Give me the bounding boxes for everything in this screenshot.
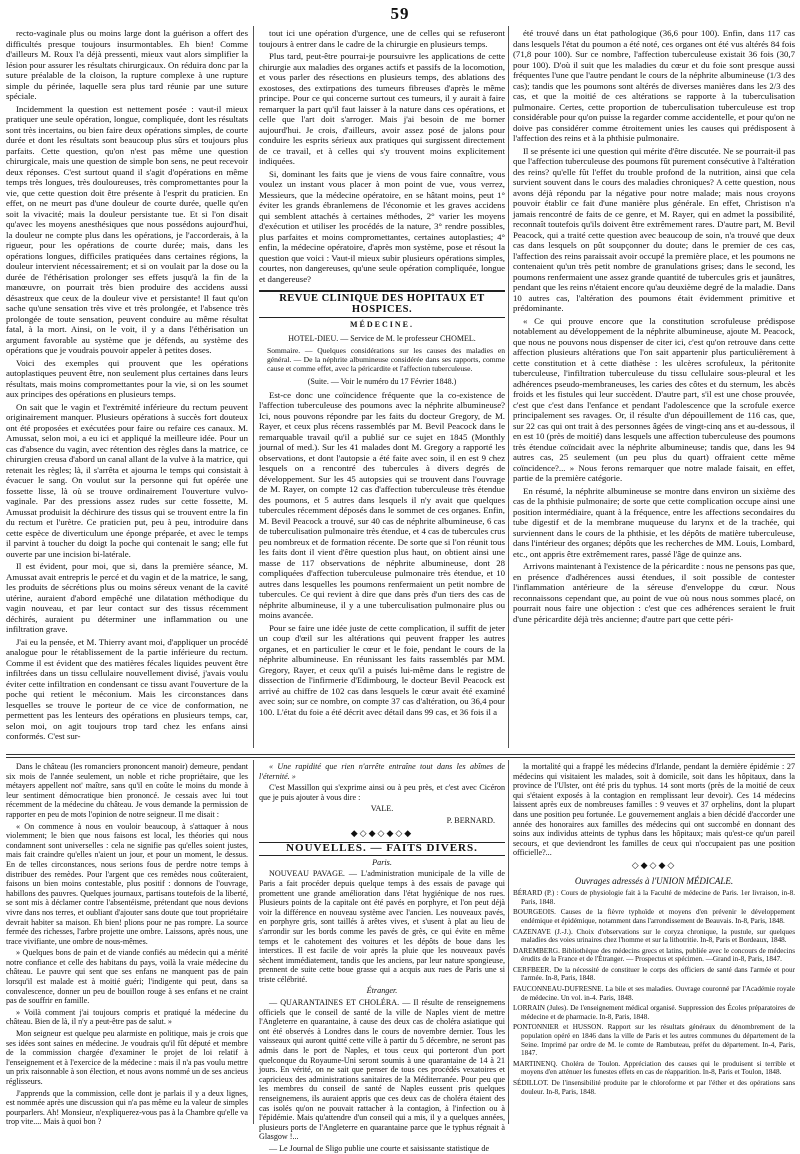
ouvrages-title: Ouvrages adressés à l'UNION MÉDICALE. <box>574 875 734 886</box>
column-3 <box>513 28 795 748</box>
faits-divers-title: NOUVELLES. — FAITS DIVERS. <box>259 842 505 856</box>
paragraph: tout ici une opération d'urgence, une de celles qui se refuseront toujours à entrer dans le cadre de la chirurgie en plusieurs temps. <box>259 28 505 49</box>
column-divider <box>508 26 509 748</box>
paragraph: Incidemment la question est nettement posée : vaut-il mieux pratiquer une seule opération, longue, compliquée, dont les résultats sont très incertains, ou bien faire deux opérations simples, de courte durée et dont les résultats sont beaucoup plus sûrs et toujours plus parfaits. Cette question, qu'on n'est pas même une question chirurgicale, mais une question de simple bon sens, ne peut recevoir deux réponses. C'est surtout quand il s'agit d'opérations en même temps très longues, très douloureuses, très compromettantes pour la vie, que cette question doit être présente à l'esprit du praticien. En effet, on ne meurt pas d'une douleur de courte durée, quelle qu'en soit la vivacité; mais la douleur persistante tue. Et si l'on disait qu'avec les moyens anesthésiques que nous possédons aujourd'hui, la douleur ne compte plus dans les opérations, je l'accorderais, à la rigueur, pour les opérations de courte durée; mais, dans les opérations longues, difficiles pratiquées dans certaines régions, la douleur intervient nécessairement; et si on voulait par la dose ou la durée de l'éthérisation prolonger ses effets jusqu'à la fin de la manœuvre, on pourrait très bien produire des accidens aussi désastreux que ceux de la douleur vive et persistante! Il faut qu'on sache qu'une sensation très vive et très prolongée, et l'absence très prolongée de toute sensation, peuvent conduire au même résultat fatal, à la mort. Ainsi, on le voit, il y a dans l'éthérisation un argument favorable au système que je défends, au système des opérations que je voudrais pouvoir appeler à petites doses. <box>6 103 248 355</box>
paragraph: » Voilà comment j'ai toujours compris et pratiqué la médecine du château. Bien de là, il n'y a peut-être pas de salut. » <box>6 1007 248 1027</box>
paragraph: J'ai eu la pensée, et M. Thierry avant moi, d'appliquer un procédé analogue pour le rétablissement de la partie inférieure du rectum. Comme il est évident que des matières fécales liquides peuvent être infiltrées dans un tissu cellulaire nouvellement divisé, j'avais voulu éviter cette infiltration en condensant ce tissu avant l'ouverture de la poche qui retient le méconium. Mais les circonstances dans lesquelles se trouve le porteur de ce vice de conformation, ne permettent pas les lenteurs des opérations en plusieurs temps, car, selon moi, on agit toujours trop tard chez les enfans ainsi conformés. C'est sur- <box>6 636 248 741</box>
paragraph: Mon seigneur est quelque peu alarmiste en politique, mais je crois que ses idées sont saines en médecine. Je voudrais qu'il fût député et membre de la commission chargée d'examiner le projet de loi relatif à l'enseignement et à l'exercice de la médecine : mais il n'a pas voulu mettre un prix raisonnable à son élection, et nous avons nommé un de ses ancieus réglisseurs. <box>6 1029 248 1086</box>
paragraph: » Quelques bons de pain et de viande confiés au médecin qui a mérité notre confiance et celle des habitans du pays, voilà la vraie médecine du château. Le pauvre qui sent que ses enfans ne manquent pas de pain lorsqu'il est malade est à moitié guéri; l'indigente qui peut, dans sa convalescence, donner un peu de bouillon rouge à ses enfans et ne craint pas de souffrir en famille. <box>6 948 248 1006</box>
paragraph: Si, dominant les faits que je viens de vous faire connaître, vous voulez un instant vous placer à mon point de vue, vous verrez, Messieurs, que la médecine opératoire, en se hâtant moins, peut 1° éviter les grands ébranlemens de l'économie et les graves accidens qui semblent attachés à certaines méthodes, 2° varier les moyens d'exécution et utiliser les procédés de la nature, 3° rendre possibles, plus parfaites et moins compromettantes, certaines autoplasties; 4° enfin, la médecine opératoire, d'après mon système, pose et résout la question que voici : Vaut-il mieux subir plusieurs opérations simples, courtes, non dangereuses, qu'une seule opération compliquée, longue et dangereuse? <box>259 168 505 284</box>
paragraph: Il est évident, pour moi, que si, dans la première séance, M. Amussat avait entrepris le percé et du vagin et de la matrice, le sang, les produits de sécrétions plus ou moins séreux venant de la cavité utérine, auraient d'abord empêché une dilatation méthodique du vagin nouveau, et par leur contact sur des tissus récemment déchirés, auraient pu déterminer une inflammation ou une infiltration grave. <box>6 561 248 634</box>
biblio-entry: SÉDILLOT. De l'insensibilité produite par le chloroforme et par l'éther et des opérations sans douleur. In-8, Paris, 1848. <box>513 1079 795 1096</box>
column-divider <box>508 760 509 1124</box>
column-divider <box>253 26 254 748</box>
feuilleton-rule <box>6 754 795 755</box>
biblio-entry: PONTONNIER et HUSSON. Rapport sur les résultats généraux du dénombrement de la population opéré en 1846 dans la ville de Paris et les autres communes du département de la Seine. Imprimé par ordre de M. le comte de Rambuteau, préfet du département. In-4, Paris, 1847. <box>513 1023 795 1058</box>
paragraph: été trouvé dans un état pathologique (36,6 pour 100). Enfin, dans 117 cas dans lesquels l'état du poumon a été noté, ces organes ont été vus altérés 84 fois (71,8 pour 100). Sur ce nombre, l'affection tuberculeuse existait 36 fois (30,7 pour 100). D'où il suit que les maladies du cœur et du foie sont presque aussi fréquentes l'une que l'autre pendant le cours de la néphrite albumineuse (1/3 des cas); tandis que les poumons sont altérés de diverses manières dans les 2/3 des cas, et que la moitié de ces altérations se rapporte à la tuberculisation pulmonaire. Certes, cette proportion de tuberculisation tuberculeuse est trop considérable pour qu'on puisse la regarder comme accidentelle, et pour qu'on ne doive pas considérer comme étroitement unies les causes qui prédisposent à l'affection des reins et à la phthisie pulmonaire. <box>513 28 795 143</box>
ornament-divider: ◇◆◇◆◇ <box>631 859 677 870</box>
paragraph: — QUARANTAINES ET CHOLÉRA. — Il résulte de renseignemens officiels que le conseil de santé de la ville de Naples vient de mettre l'Angleterre en quarantaine, à cause des deux cas de choléra asiatique qui ont été observés à Londres dans le cours de novembre dernier. Tous les vaisseaux qui auront quitté cette ville à partir du 5 décembre, ne seront pas admis dans le port de Naples, et tous ceux qui porteront d'un port quelconque du Royaume-Uni seront soumis à une quarantaine de 14 à 21 jours. En vérité, on ne sait que penser de tous ces procédés vexatoires et capricieux des administrations sanitaires de la Méditerranée. Pour peu que les membres du conseil de santé de Naples eussent pris quelques renseignemens, ils auraient appris que ces deux cas de choléra étaient des cas isolés qu'on ne pouvait rattacher à la contagion, à l'infection ou à l'épidémie. Mais qu'attendre d'un conseil qui a mis, il y a quelques années, plusieurs ports de l'Angleterre en quarantaine parce que le typhus régnait à Glasgow !... <box>259 998 505 1142</box>
biblio-entry: DAREMBERG. Bibliothèque des médecins grecs et latins, publiée avec le concours de médecins érudits de la France et de l'Étranger. — Prospectus et spécimen. —Grand in-8, Paris, 1847. <box>513 946 795 964</box>
quote: « Une rapidité que rien n'arrête entraîne tout dans les abîmes de l'éternité. » <box>259 762 505 781</box>
feuilleton-column-3 <box>513 762 795 1124</box>
biblio-entry: FAUCONNEAU-DUFRESNE. La bile et ses maladies. Ouvrage couronné par l'Académie royale de médecine. Un vol. in-4. Paris, 1848. <box>513 985 795 1002</box>
paragraph: Pour se faire une idée juste de cette complication, il suffit de jeter un coup d'œil sur les altérations qui peuvent frapper les autres organes, et en particulier le cœur et le foie, pendant le cours de la néphrite albumineuse. En réunissant les faits rassemblés par MM. Gregory, Rayer, et ceux qu'il a puisés lui-même dans le registre de dissection de l'infirmerie d'Edimbourg, le docteur Bevil Peacock est arrivé au chiffre de 102 cas dans lesquels le cœur avait été examiné avec soin; sur ce nombre, on compte 37 cas d'altération, ou 36,4 pour 100. L'état du foie a été décrit avec détail dans 99 cas, et 36 fois il a <box>259 622 505 717</box>
column-2 <box>259 28 505 748</box>
paragraph: On sait que le vagin et l'extrémité inférieure du rectum peuvent originairement manquer. Plusieurs opérations à succès fort douteux ont été proposées et exécutées pour faire ou refaire ces canaux. M. Amussat, selon moi, a eu ici et appliqué la meilleure idée. Pour un cas d'absence du vagin, avec rétention des règles dans la matrice, ce chirurgien creusa d'abord un canal allant de la vulve à la matrice, qui retenait les règles; là, il s'arrêta et ajourna le temps qui consistait à évacuer le sang. On voulut sur la personne qui fut opérée une fossette lisse, là où se trouve ordinairement l'ouverture vulvo-vaginale. Par des pressions assez rudes sur cette fossette, M. Amussat produisit la déchirure des tissus qui se trouvent entre la fin du rectum et l'urètre. Ce praticien put, peu à peu, introduire dans cette espèce de diverticulum une éponge préparée, et avec le temps il parvint à toucher du doigt la poche qui contenait le sang; elle fut ouverte par une incision bi-latérale. <box>6 401 249 559</box>
column-1 <box>6 28 248 748</box>
paragraph: En résumé, la néphrite albumineuse se montre dans environ un sixième des cas de la phthisie pulmonaire; de sorte que cette complication occupe ainsi une position intermédiaire, quant à la fréquence, entre les affections secondaires du tube digestif et de la membrane muqueuse du larynx et de la trachée, qui surviennent dans le cours de la phthisie, et les dépôts de matière tuberculeuse, dans l'intérieur des organes; dépôts que les recherches de MM. Louis, Lombard, etc., ont appris être extrêmement rares, passé l'âge de quinze ans. <box>513 485 795 559</box>
page-number: 59 <box>390 4 410 23</box>
biblio-entry: LORRAIN (Jules). De l'enseignement médical organisé. Suppression des Écoles préparatoires de médecine et de pharmacie. In-8, Paris, 1848. <box>513 1004 795 1021</box>
paragraph: Arrivons maintenant à l'existence de la péricardite : nous ne pensons pas que, en présence d'adhérences aussi étendues, il soit possible de contester l'inflammation antérieure de la séreuse d'enveloppe du cœur. Nous reconnaissons cependant que, au point de vue où nous nous sommes placé, on pourrait nous faire une objection : c'est que ces adhérences seraient le fruit d'une péricardite déjà très ancienne; d'autre part que cette péri- <box>513 561 796 624</box>
feuilleton-rule <box>6 757 795 758</box>
ornament-divider: ◆◇◆◇◆◇◆ <box>350 827 414 838</box>
paragraph: Plus tard, peut-être pourrai-je poursuivre les applications de cette chirurgie aux maladies des organes actifs et passifs de la locomotion, et vous parler des résections en plusieurs temps, des ablations des exostoses, des extirpations des tumeurs fibreuses d'après le même principe. Pour ce qui concerne surtout ces tumeurs, il y aurait à faire remarquer la part qu'il faut laisser à la nature dans ces opérations, et celle que l'art doit s'arroger. Mais j'ai besoin de me borner aujourd'hui. Je crois, d'ailleurs, avoir assez posé de jalons pour conduire les esprits sérieux aux pratiques qui surgissent directement de ce travail, et à celles qui s'y trouvent moins explicitement indiquées. <box>259 51 505 166</box>
clinic-section-subtitle: MÉDECINE. <box>349 320 414 329</box>
paragraph: NOUVEAU PAVAGE. — L'administration municipale de la ville de Paris a fait procéder depuis quelque temps à des essais de pavage qui promettent une grande amélioration dans l'état hygiénique de nos rues. Plusieurs points de la capitale ont été pavés en porphyre, et l'on peut déjà voir la différence en nouveau système avec l'ancien. Les nouveaux pavés, en porphyre gris, sont taillés à arêtes vives, et s'usent à plat au lieu de s'arrondir sur les bords comme les pavés de grès, ce qui évite en même temps et le cahotement des voitures et les dépôts de boue dans les interstices. Il est facile de voir après la pluie que les nouveaux pavés sèchent immédiatement, tandis que les anciens, par leur nature spongieuse, prennent de suite cette boue grasse qui a acquis aux rues de Paris une si triste célébrité. <box>259 869 505 984</box>
biblio-entry: MARTINENQ. Choléra de Toulon. Appréciation des causes qui le produisent si terrible et moyens d'en atténuer les funestes effets en cas de réapparition. In-8, Paris et Toulon, 1848. <box>513 1059 795 1077</box>
paragraph: « Ce qui prouve encore que la constitution scrofuleuse prédispose notablement au développement de la néphrite albumineuse, ajoute M. Peacock, que nous ne pouvons nous dispenser de citer ici, c'est qu'on retrouve dans cette affection plusieurs altérations que l'on sait appartenir plus particulièrement à cette constitution et à cette diathèse : les ulcères scrofuleux, la péritonite tuberculeuse, l'infiltration tuberculeuse du tissu cellulaire sous-pleural et les adhérences pseudo-membraneuses, les caries des côtes et du sternum, les abcès froids et les fistules qui leur succèdent. D'autre part, s'il est une chose prouvée, c'est que c'est dans l'enfance et pendant l'adolescence que la scrofule exerce principalement ses ravages. Or, il résulte d'un dépouillement de 116 cas, que, sur 22 cas qui ont trait à des personnes âgées de vingt-cinq ans et au-dessous, il en est 10 (près de moitié) dans lesquels une affection tuberculeuse des poumons très étendue coïncidait avec la néphrite albumineuse; tandis que, dans les 94 autres cas, 25 seulement (un peu plus du quart) offraient cette même coïncidence?... » Nous ferons remarquer que notre malade faisait, en effet, partie de la première catégorie. <box>513 315 795 483</box>
place-heading: Paris. <box>372 857 392 867</box>
paragraph: — Le Journal de Sligo publie une courte et saisissante statistique de <box>269 1143 490 1153</box>
paragraph: la mortalité qui a frappé les médecins d'Irlande, pendant la dernière épidémie : 27 médecins qui visitaient les malades, soit à domicile, soit dans les hôpitaux, dans la province de l'Ulster, ont été pris du typhus. 14 sont morts (près de la moitié de ceux qui s'étaient exposés à la contagion en remplissant leur devoir). Ces 14 médecins laissent après eux de nombreuses familles : 9 veuves et 37 orphelins, dont la plupart dans une position peu fortunée. Le gouvernement anglais a bien décidé d'accorder une année des honoraires aux familles des médecins qui ont succombé en donnant des soins aux individus atteints de typhus dans les hôpitaux; mais qu'est-ce qu'un pareil secours, et que deviendront les familles de ceux qui n'occupaient pas une position officielle?... <box>513 762 795 858</box>
clinic-summary: Sommaire. — Quelques considérations sur les causes des maladies en général. — De la néphrite albumineuse considérée dans ses rapports, comme cause et comme effet, avec la péricardite et l'affection tuberculeuse. <box>267 346 505 373</box>
paragraph: Voici des exemples qui prouvent que les opérations autoplastiques peuvent être, non seulement plus certaines dans leurs résultats, mais moins compromettantes pour la vie, si on les soumet aux principes des opérations en plusieurs temps. <box>6 357 248 399</box>
biblio-entry: BÉRARD (P.) : Cours de physiologie fait à la Faculté de médecine de Paris. 1er livraison, in-8. Paris, 1848. <box>513 889 795 906</box>
paragraph: recto-vaginale plus ou moins large dont la guérison a offert des difficultés presque toujours insurmontables. Eh bien! Comme d'ailleurs M. Roux l'a déjà pressenti, mieux vaut alors simplifier la lésion pour assurer les résultats chirurgicaux. On réduira donc par la suture préalable de la cloison, la rupture complexe à une rupture simple du périnée, laquelle sera plus tard réunie par une suture spéciale. <box>6 28 248 101</box>
clinic-suite: (Suite. — Voir le numéro du 17 Février 1848.) <box>307 377 457 386</box>
paragraph: C'est Massillon qui s'exprime ainsi ou à peu près, et c'est avec Cicéron que je puis ajouter à vous dire : <box>259 783 505 802</box>
place-heading: Étranger. <box>366 986 398 996</box>
biblio-entry: CERFBEER. De la nécessité de constituer le corps des officiers de santé dans l'armée et pour l'armée. In-8, Paris, 1848. <box>513 965 795 983</box>
signature: P. BERNARD. <box>446 815 495 825</box>
vale: VALE. <box>370 804 394 814</box>
feuilleton-column-2 <box>259 762 505 1153</box>
column-divider <box>253 760 254 1124</box>
biblio-entry: BOURGEOIS. Causes de la fièvre typhoïde et moyens d'en prévenir le développement endémique et épidémique, notamment dans l'arrondissement de Beauvais. In-8, Paris, 1848. <box>513 908 795 925</box>
paragraph: Est-ce donc une coïncidence fréquente que la co-existence de l'affection tuberculeuse des poumons avec la néphrite albumineuse? Ici, nous pouvons répondre par les faits du docteur Gregory, de M. Rayer, et ceux plus récens rassemblés par M. Bevil Peacock dans le remarquable travail qu'il a publié sur ce sujet en 1845 (Monthly journal of med.). Sur les 41 malades dont M. Gregory a rapporté les observations, et dont l'autopsie a été faite avec soin, il en est 9 chez lesquels on a rencontré des tubercules à divers degrés de développement. Sur les 45 autopsies qui se trouvent dans l'ouvrage de M. Rayer, on compte 12 cas d'affection tuberculeuse très étendue des poumons, et 5 autres dans lesquels il n'y avait que quelques tubercules récemment déposés dans le sommet de ces organes. Enfin, M. Bevil Peacock a trouvé, sur 40 cas de néphrite albumineuse, 6 cas de tuberculisation pulmonaire très étendue, et 4 cas de tubercules crus peu nombreux et de formation récente. De sorte que si l'on réunit tous les faits dont il vient d'être question plus haut, on obtient ainsi une masse de 117 observations de néphrite albumineuse, dont 28 compliquées d'affection tuberculeuse pulmonaire très étendue, et 10 autres dans lesquelles les poumons renfermaient un petit nombre de tubercules. Ce qui revient à dire que dans près d'un tiers des cas de néphrite albumineuse, il y a une tuberculisation pulmonaire plus ou moins avancée. <box>259 389 505 620</box>
clinic-section-title: REVUE CLINIQUE DES HOPITAUX ET HOSPICES. <box>259 290 505 318</box>
feuilleton-column-1 <box>6 762 248 1127</box>
paragraph: J'apprends que la commission, celle dont je parlais il y a deux lignes, est nommée après une discussion qui n'a pas même eu la valeur de simples pourparlers. Ah! Monsieur, n'expliquerez-vous pas à la Chambre qu'elle va trop vite.... Mais à quoi bon ? <box>6 1088 248 1127</box>
paragraph: Il se présente ici une question qui mérite d'être discutée. Ne se pourrait-il pas que l'affection tuberculeuse des poumons fût purement consécutive à l'altération des reins? qu'elle fût l'effet du trouble profond de la nutrition, ainsi que cela survient souvent dans le cours des maladies chroniques? A cette question, nous avons déjà répondu par la négative pour notre malade; mais nous croyons pouvoir établir ce fait d'une manière plus générale. En effet, Christison n'a jamais rencontré de faits de ce genre, et M. Rayer, qui en admet la possibilité, reconnaît toutefois qu'ils doivent être extrêmement rares. D'autre part, M. Bevil Peacock, qui a traité cette question avec beaucoup de soin, n'a trouvé que deux cas dans lesquels on pût soupçonner du doute; dans le premier de ces cas, l'affection des reins paraissait avoir occupé la première place, et les poumons ne contenaient qu'un très petit nombre de granulations grises; dans le second, les poumons renfermaient une assez grande quantité de tubercules gris et jaunâtres, pendant que les reins n'étaient encore qu'au deuxième degré de la maladie. Dans 10 autres cas, l'altération des poumons était évidemment primitive et prédominante. <box>513 145 795 313</box>
clinic-service: HOTEL-DIEU. — Service de M. le professeur CHOMEL. <box>288 333 476 343</box>
biblio-entry: CAZENAVE (J.-J.). Choix d'observations sur le coryza chronique, la pustule, sur quelques maladies des voies urinaires chez l'homme et sur la lithotritie. In-8, Paris et Bordeaux, 1848. <box>513 927 795 945</box>
paragraph: Dans le château (les romanciers prononcent manoir) demeure, pendant six mois de l'année seulement, un noble et riche propriétaire, que les métayers appellent not' maître, sans qu'il en coûte le moins du monde à leur sentiment démocratique bien prononcé. Je cessais avec lui tout récemment de la médecine du château. Je vous demande la permission de rapporter en peu de mots l'opinion de notre seigneur. Il me disait : <box>6 762 248 819</box>
paragraph: « On commence à nous en vouloir beaucoup, à s'attaquer à nous violemment; le bien que nous faisons est local, les théories qui nous condamnent sont universelles : cela ne signifie pas qu'elles soient justes, mais fait craindre qu'elles n'aient un jour, et pour un moment, le dessus. En de telles circonstances, nous serions fous de perdre notre temps à distribuer des remèdes. Pour l'argent que ces remèdes nous coûteraient, faisons un bien moins contestable, plus positif : donnons de l'ouvrage, habillons des pauvres. Quelques journaux, partisans toutefois de la liberté, se sont mis à déclamer contre l'absentéisme, prétendant que nous devions vivre dans nos terres, et oubliant d'ajouter sans doute que tout propriétaire devrait habiter sa maison. Eh bien! plions pour ne pas rompre. La source fermée des richesses, l'arbre projette une ombre. Laissons, après nous, une trace vivifiante, une ombre de nous-mêmes. <box>6 821 248 946</box>
